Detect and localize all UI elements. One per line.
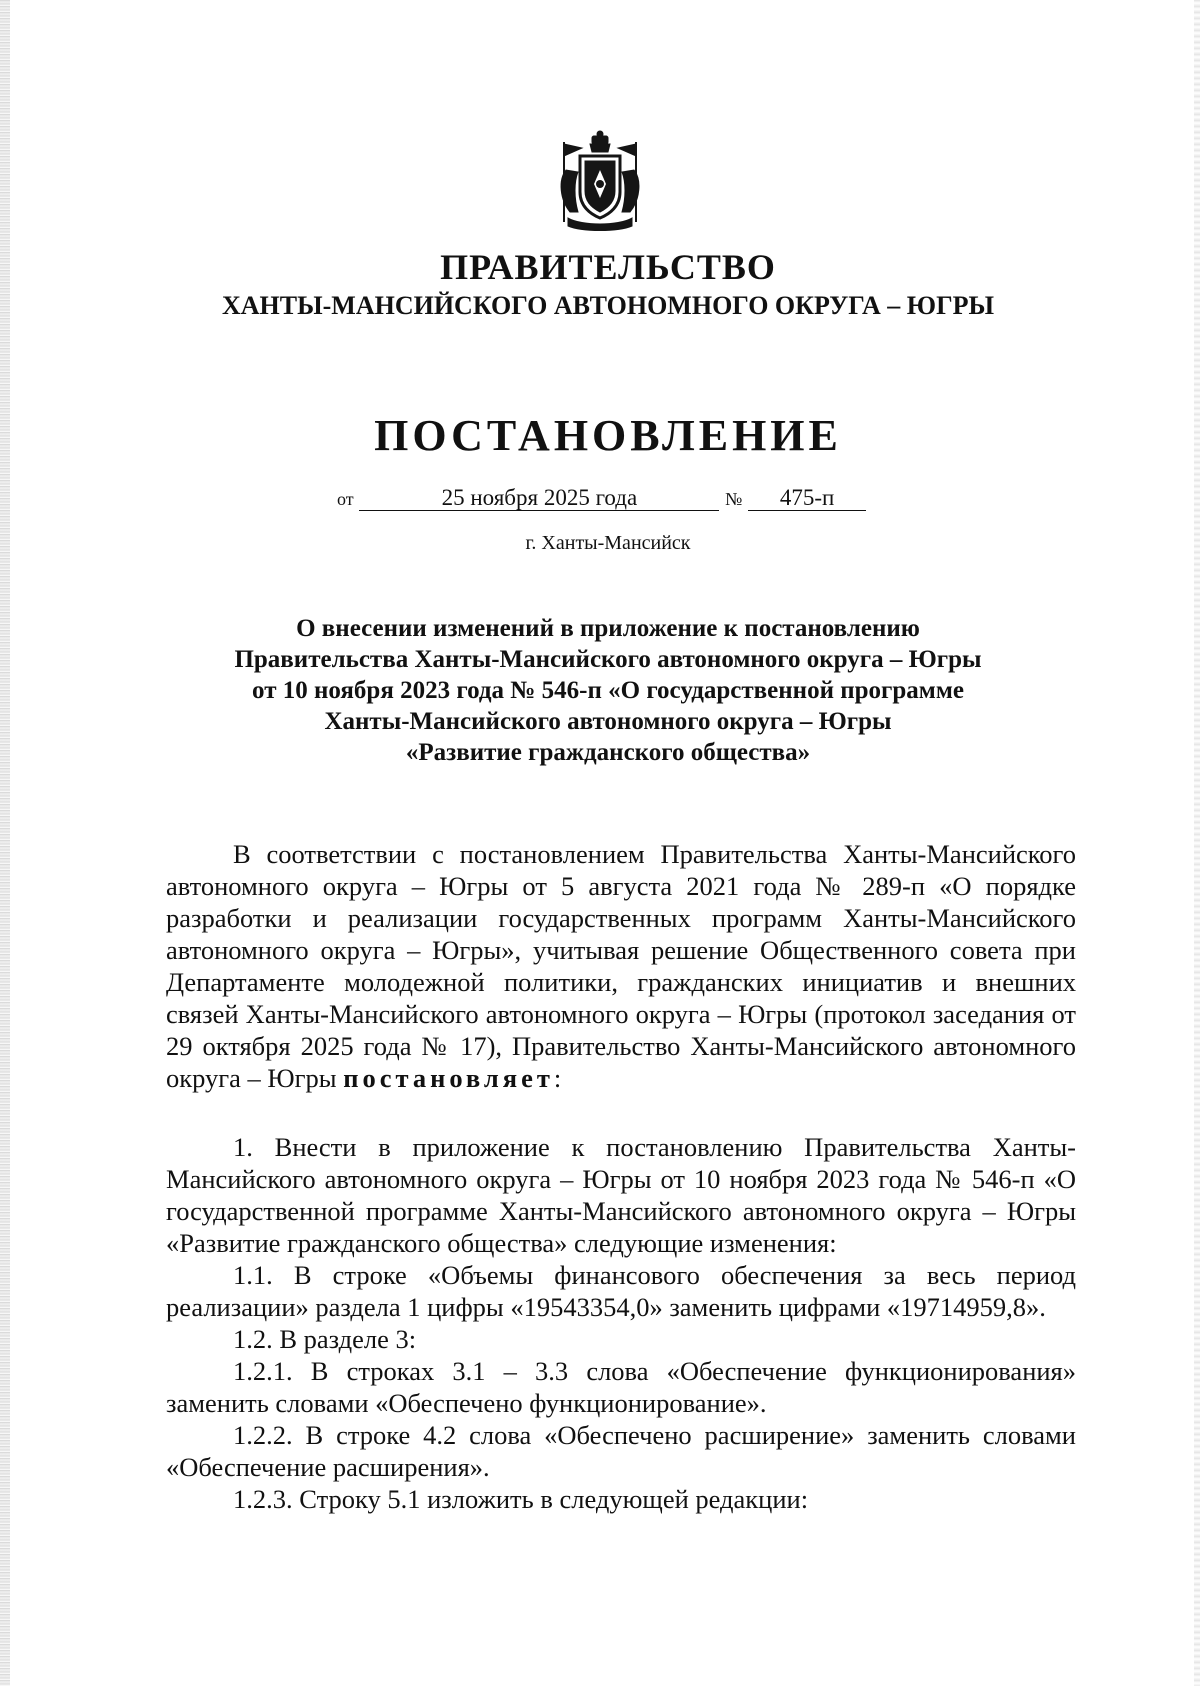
number-prefix: № — [725, 489, 743, 509]
document-number: 475-п — [748, 486, 866, 511]
preamble-colon: : — [553, 1063, 562, 1093]
amendment-item: 1.2.2. В строке 4.2 слова «Обеспечено расширение» заменить словами «Обеспечение расширения». — [166, 1420, 1076, 1482]
preamble-paragraph — [166, 838, 1076, 1094]
amendment-item: 1.2. В разделе 3: — [233, 1324, 417, 1354]
subject-line: О внесении изменений в приложение к постановлению — [296, 615, 920, 642]
subject-line: Правительства Ханты-Мансийского автономного округа – Югры — [234, 646, 982, 673]
preamble-text — [166, 838, 1076, 1094]
amendment-item: 1.1. В строке «Объемы финансового обеспечения за весь период реализации» раздела 1 цифры «19543354,0» заменить цифрами «19714959,8». — [166, 1260, 1076, 1322]
coat-of-arms-emblem — [552, 130, 648, 234]
amendments-list — [166, 1131, 1076, 1515]
document-subject — [0, 613, 1200, 768]
amendment-item: 1. Внести в приложение к постановлению Правительства Ханты-Мансийского автономного округа – Югры от 10 ноября 2023 года № 546-п «О государственной программе Ханты-Мансийского автономного округа – Югры «Развитие гражданского общества» следующие изменения: — [166, 1132, 1076, 1258]
date-prefix: от — [337, 489, 354, 509]
subject-line: Ханты-Мансийского автономного округа – Югры — [324, 708, 892, 735]
government-region: ХАНТЫ-МАНСИЙСКОГО АВТОНОМНОГО ОКРУГА – ЮГРЫ — [221, 291, 995, 320]
document-date-line — [337, 485, 866, 511]
amendment-item: 1.2.3. Строку 5.1 изложить в следующей редакции: — [233, 1484, 809, 1514]
preamble-body: В соответствии с постановлением Правительства Ханты-Мансийского автономного округа – Югры от 5 августа 2021 года № 289-п «О порядке разработки и реализации государственных программ Ханты-Мансийского автономного округа – Югры», учитывая решение Общественного совета при Департаменте молодежной политики, гражданских инициатив и внешних связей Ханты-Мансийского автономного округа – Югры (протокол заседания от 29 октября 2025 года № 17), Правительство Ханты-Мансийского автономного округа – Югры — [166, 839, 1076, 1093]
subject-line: от 10 ноября 2023 года № 546-п «О государственной программе — [252, 677, 964, 704]
decree-word: постановляет — [343, 1063, 554, 1093]
government-title: ПРАВИТЕЛЬСТВО — [440, 247, 776, 287]
document-type: ПОСТАНОВЛЕНИЕ — [374, 411, 842, 460]
document-date: 25 ноября 2025 года — [359, 486, 719, 511]
document-city: г. Ханты-Мансийск — [525, 532, 691, 554]
amendment-item: 1.2.1. В строках 3.1 – 3.3 слова «Обеспечение функционирования» заменить словами «Обеспечено функционирование». — [166, 1356, 1076, 1418]
subject-line: «Развитие гражданского общества» — [405, 739, 811, 766]
